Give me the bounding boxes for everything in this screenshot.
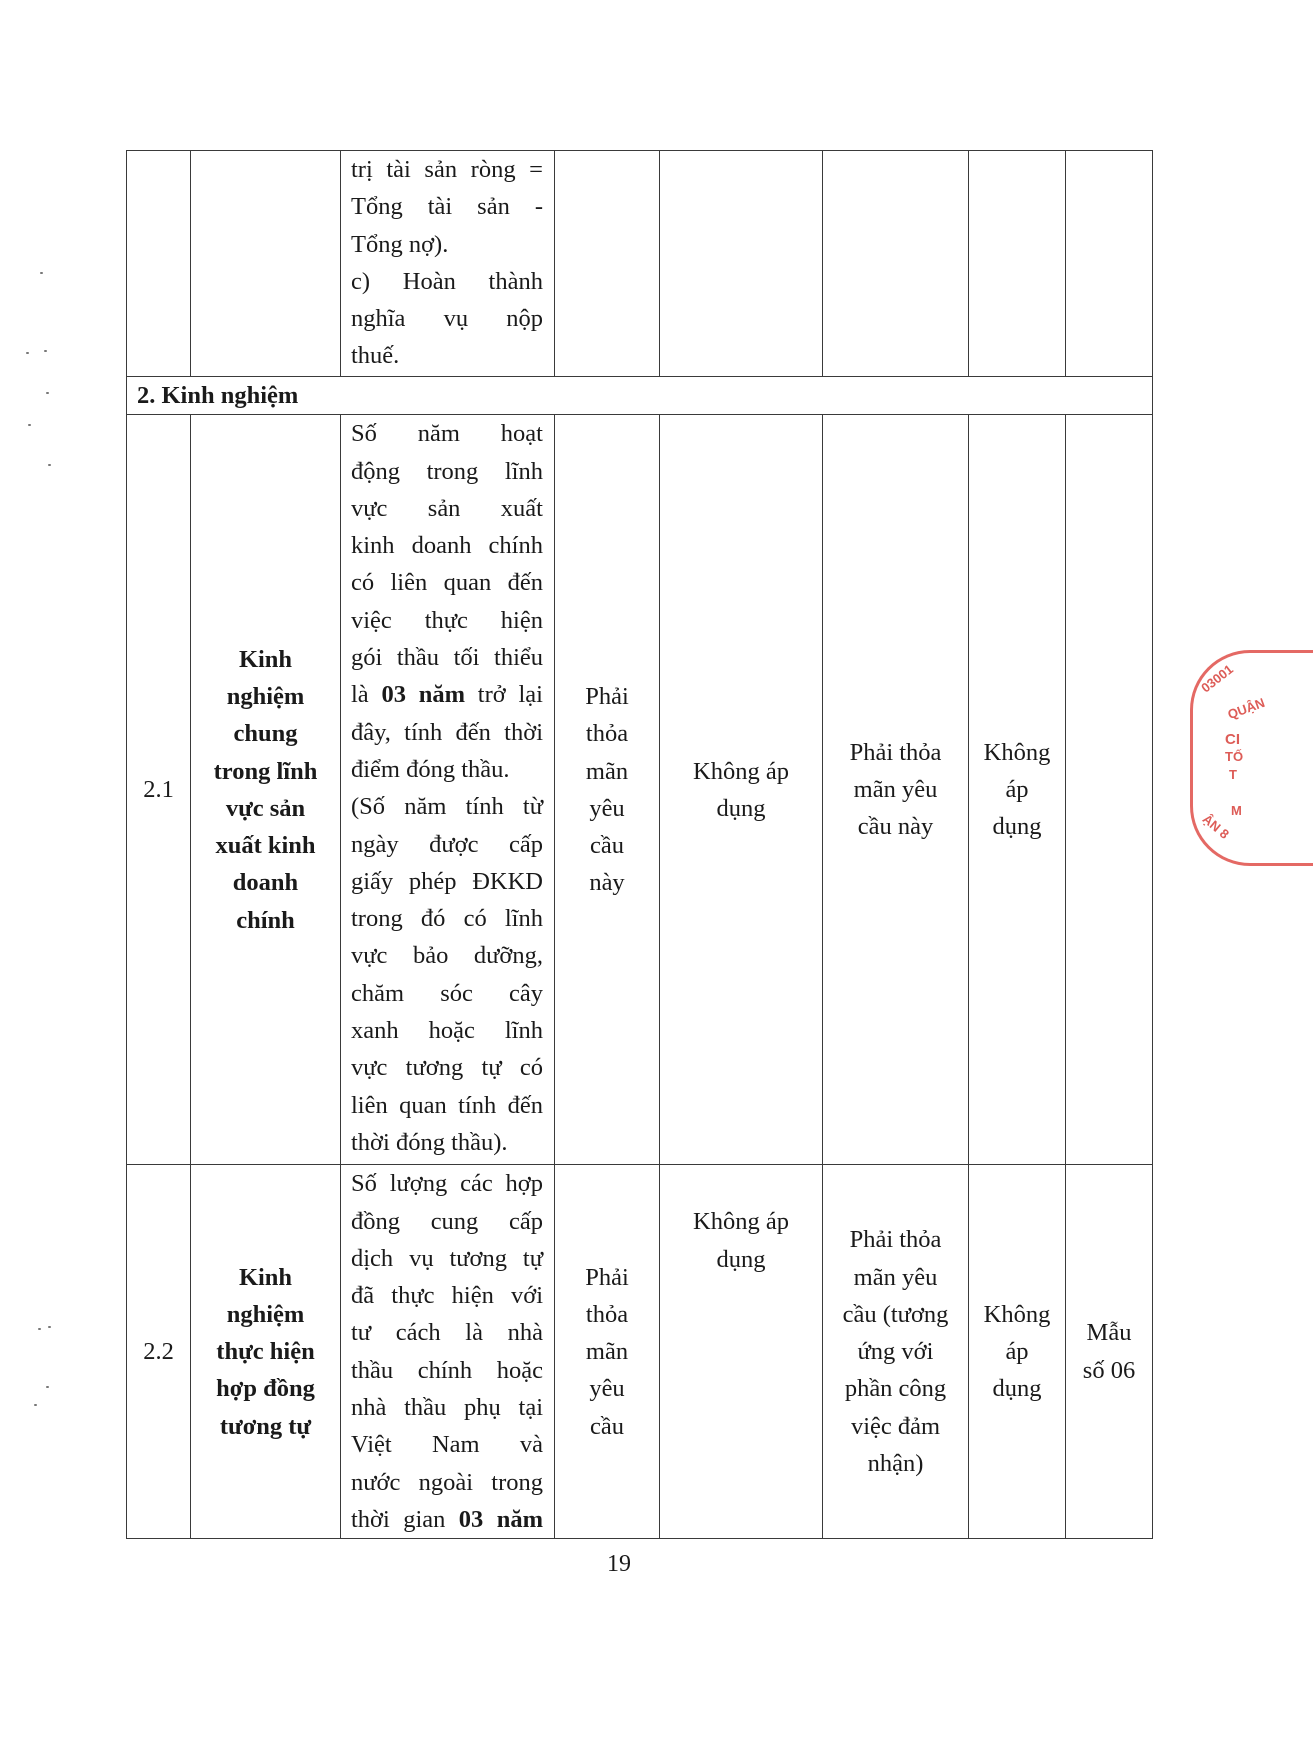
desc-line: nước ngoài trong (351, 1468, 543, 1496)
table-row-2-1 (127, 415, 1153, 1165)
seal-text: ẬN 8 (1199, 811, 1232, 842)
seal-text: TỐ (1225, 749, 1244, 764)
joint-member-line: cầu (tương (842, 1300, 949, 1328)
cell-form (1066, 1165, 1153, 1539)
independent-line: yêu (589, 794, 625, 822)
desc-line: vực sản xuất (351, 494, 543, 522)
criterion-line: xuất kinh (215, 832, 316, 860)
cell-joint-member (823, 151, 969, 377)
desc-line: có liên quan đến (351, 569, 543, 597)
desc-line: điểm đóng thầu. (351, 755, 510, 783)
min-member-line: dụng (992, 813, 1042, 841)
independent-line: mãn (585, 1338, 629, 1366)
desc-line: giấy phép ĐKKD (351, 867, 543, 895)
criterion-line: tương tự (219, 1412, 312, 1440)
cell-criterion (191, 415, 341, 1165)
desc-line: ngày được cấp (351, 830, 543, 858)
independent-line: cầu (590, 1412, 624, 1440)
criteria-table (126, 150, 1153, 1539)
desc-line: tư cách là nhà (351, 1319, 543, 1347)
company-seal (1190, 650, 1313, 866)
desc-line: vực bảo dưỡng, (351, 942, 543, 970)
criterion-line: chung (233, 720, 298, 748)
cell-criterion (191, 151, 341, 377)
desc-line: kinh doanh chính (351, 532, 543, 560)
independent-line: Phải (585, 1263, 629, 1291)
joint-member-line: Phải thỏa (849, 1226, 942, 1254)
desc-line: Số năm hoạt (351, 420, 543, 448)
desc-line: Việt Nam và (351, 1431, 543, 1459)
desc-line: chăm sóc cây (351, 979, 543, 1007)
cell-description (341, 1165, 555, 1539)
seal-text: 03001 (1198, 661, 1236, 696)
criterion-line: nghiệm (226, 1300, 305, 1328)
joint-member-line: ứng với (857, 1338, 934, 1366)
desc-line: Tổng tài sản - (351, 193, 543, 221)
desc-line: trong đó có lĩnh (351, 905, 543, 933)
joint-member-line: mãn yêu (853, 776, 938, 804)
criterion-line: Kinh (238, 645, 293, 673)
desc-line: thuế. (351, 342, 400, 370)
form-line: Mẫu (1086, 1319, 1132, 1347)
cell-joint-all (660, 1165, 823, 1539)
joint-member-line: cầu này (857, 813, 934, 841)
joint-member-line: việc đảm (850, 1412, 941, 1440)
joint-member-line: Phải thỏa (849, 738, 942, 766)
independent-line: yêu (589, 1375, 625, 1403)
cell-independent (555, 151, 660, 377)
joint-member-line: phần công (844, 1375, 947, 1403)
independent-line: này (589, 869, 625, 897)
joint-all-line: Không áp (693, 757, 789, 785)
desc-line: Số lượng các hợp (351, 1170, 543, 1198)
desc-text: thời gian (351, 1505, 459, 1533)
cell-stt: 2.2 (127, 1165, 191, 1539)
desc-line: (Số năm tính từ (351, 793, 543, 821)
cell-joint-member (823, 1165, 969, 1539)
cell-independent (555, 1165, 660, 1539)
desc-line: c) Hoàn thành (351, 267, 543, 295)
seal-text: T (1229, 767, 1237, 782)
independent-line: thỏa (585, 1300, 629, 1328)
desc-line: nghĩa vụ nộp (351, 305, 543, 333)
criterion-line: nghiệm (226, 682, 305, 710)
cell-stt: 2.1 (127, 415, 191, 1165)
cell-description (341, 151, 555, 377)
independent-line: mãn (585, 757, 629, 785)
desc-line: xanh hoặc lĩnh (351, 1017, 543, 1045)
desc-line-mixed (351, 676, 543, 713)
cell-independent (555, 415, 660, 1165)
cell-min-member (969, 415, 1066, 1165)
min-member-line: áp (1005, 1338, 1029, 1366)
seal-text: CI (1225, 731, 1240, 748)
joint-all-line: Không áp (693, 1208, 789, 1236)
criterion-line: hợp đồng (216, 1375, 315, 1403)
cell-joint-member (823, 415, 969, 1165)
joint-all-line: dụng (716, 794, 766, 822)
cell-stt (127, 151, 191, 377)
desc-line: vực tương tự có (351, 1054, 543, 1082)
joint-all-line: dụng (716, 1245, 766, 1273)
section-title: 2. Kinh nghiệm (127, 377, 1153, 415)
desc-line: liên quan tính đến (351, 1091, 543, 1119)
criterion-line: trong lĩnh (213, 757, 318, 785)
desc-line: việc thực hiện (351, 606, 543, 634)
table-row-continued (127, 151, 1153, 377)
joint-member-line: mãn yêu (853, 1263, 938, 1291)
independent-line: Phải (585, 682, 629, 710)
cell-description (341, 415, 555, 1165)
desc-line: thầu chính hoặc (351, 1356, 543, 1384)
desc-line: trị tài sản ròng = (351, 156, 543, 183)
criterion-line: doanh (232, 869, 299, 897)
min-member-line: dụng (992, 1375, 1042, 1403)
desc-bold-text: 03 năm (381, 681, 466, 709)
cell-joint-all (660, 151, 823, 377)
desc-line: đồng cung cấp (351, 1207, 543, 1235)
desc-line: động trong lĩnh (351, 457, 543, 485)
min-member-line: áp (1005, 776, 1029, 804)
table-row-2-2 (127, 1165, 1153, 1539)
desc-line: gói thầu tối thiểu (351, 644, 543, 672)
criterion-line: Kinh (238, 1263, 293, 1291)
desc-text: trở lại (465, 681, 543, 709)
min-member-line: Không (983, 738, 1051, 766)
independent-line: thỏa (585, 720, 629, 748)
section-row (127, 377, 1153, 415)
desc-line: nhà thầu phụ tại (351, 1394, 543, 1422)
cell-joint-all (660, 415, 823, 1165)
cell-criterion (191, 1165, 341, 1539)
desc-line: thời đóng thầu). (351, 1128, 508, 1156)
cell-form (1066, 415, 1153, 1165)
desc-bold-text: 03 năm (458, 1505, 543, 1533)
independent-line: cầu (590, 832, 624, 860)
criterion-line: vực sản (225, 794, 306, 822)
page-number: 19 (607, 1551, 631, 1577)
desc-line: đây, tính đến thời (351, 718, 543, 746)
criterion-line: chính (236, 906, 295, 934)
cell-form (1066, 151, 1153, 377)
form-line: số 06 (1082, 1356, 1136, 1384)
joint-member-line: nhận) (867, 1450, 924, 1478)
desc-line: Tổng nợ). (351, 230, 449, 258)
seal-text: QUẬN (1225, 694, 1267, 723)
desc-line: đã thực hiện với (351, 1282, 543, 1310)
cell-min-member (969, 151, 1066, 377)
desc-text: là (351, 681, 382, 709)
criterion-line: thực hiện (216, 1338, 315, 1366)
desc-line: dịch vụ tương tự (351, 1244, 543, 1272)
seal-text: M (1231, 803, 1242, 818)
cell-min-member (969, 1165, 1066, 1539)
desc-line-mixed (351, 1501, 543, 1538)
min-member-line: Không (983, 1300, 1051, 1328)
